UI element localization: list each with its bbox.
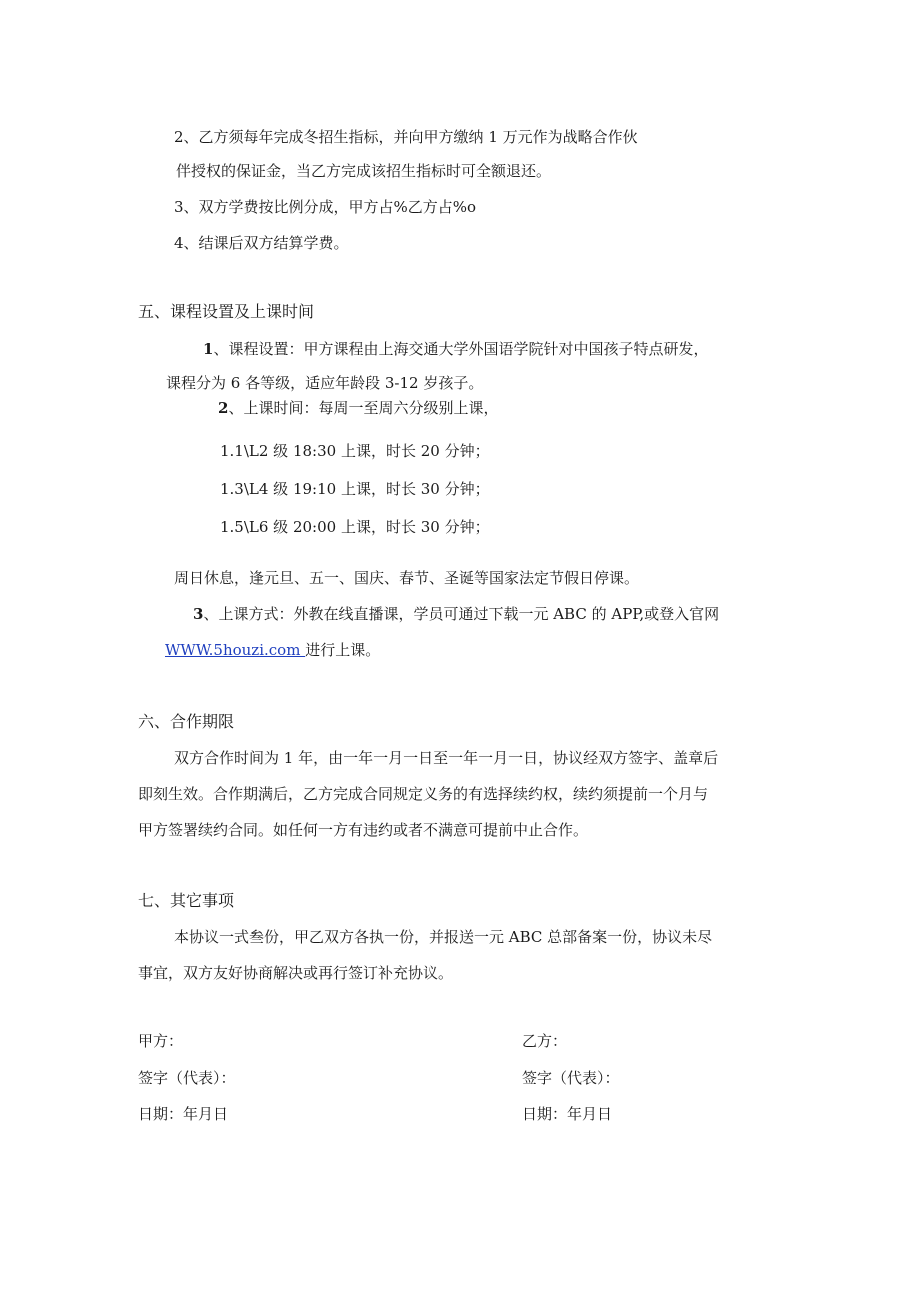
clause-5-3-line2 — [165, 640, 380, 660]
clause-5-1-number: 1 — [203, 340, 214, 358]
section-6-line1: 双方合作时间为 1 年，由一年一月一日至一年一月一日，协议经双方签字、盖章后 — [174, 749, 719, 767]
party-a-signature-label: 签字（代表）： — [138, 1069, 236, 1087]
schedule-item: 1.5\L6 级 20:00 上课，时长 30 分钟； — [220, 518, 490, 536]
section-5-heading: 五、课程设置及上课时间 — [138, 302, 315, 321]
section-6-line3: 甲方签署续约合同。如任何一方有违约或者不满意可提前中止合作。 — [138, 821, 589, 839]
party-a-label: 甲方： — [138, 1032, 184, 1050]
party-b-label: 乙方： — [522, 1032, 568, 1050]
clause-4-4: 4、结课后双方结算学费。 — [174, 234, 349, 252]
clause-5-1-text: 、课程设置：甲方课程由上海交通大学外国语学院针对中国孩子特点研发， — [213, 340, 709, 358]
clause-5-3-tail: 进行上课。 — [305, 641, 381, 659]
clause-5-3-text: 、上课方式：外教在线直播课，学员可通过下载一元 ABC 的 APP,或登入官网 — [203, 605, 720, 623]
holiday-note: 周日休息，逢元旦、五一、国庆、春节、圣诞等国家法定节假日停课。 — [174, 569, 640, 587]
party-b-signature-label: 签字（代表）： — [522, 1069, 620, 1087]
clause-5-2-number: 2 — [218, 399, 229, 417]
clause-5-1-line2: 课程分为 6 各等级，适应年龄段 3-12 岁孩子。 — [166, 374, 484, 392]
clause-4-3: 3、双方学费按比例分成，甲方占%乙方占%o — [174, 198, 477, 216]
section-6-line2: 即刻生效。合作期满后，乙方完成合同规定义务的有选择续约权，续约须提前一个月与 — [138, 785, 709, 803]
website-link[interactable]: WWW.5houzi.com — [165, 641, 306, 659]
clause-5-2 — [218, 398, 498, 418]
clause-5-1-line1 — [203, 339, 708, 359]
party-b-date-label: 日期：年月日 — [522, 1105, 613, 1123]
party-a-date-label: 日期：年月日 — [138, 1105, 229, 1123]
clause-5-3-line1 — [193, 604, 719, 624]
section-7-line2: 事宜，双方友好协商解决或再行签订补充协议。 — [138, 964, 454, 982]
section-7-line1: 本协议一式叁份，甲乙双方各执一份，并报送一元 ABC 总部备案一份，协议未尽 — [174, 928, 713, 946]
clause-5-3-number: 3 — [193, 605, 204, 623]
schedule-item: 1.1\L2 级 18:30 上课，时长 20 分钟； — [220, 442, 490, 460]
clause-5-2-text: 、上课时间：每周一至周六分级别上课， — [228, 399, 499, 417]
section-7-heading: 七、其它事项 — [138, 891, 235, 910]
clause-4-2-line1: 2、乙方须每年完成冬招生指标，并向甲方缴纳 1 万元作为战略合作伙 — [174, 128, 638, 146]
clause-4-2-line2: 伴授权的保证金，当乙方完成该招生指标时可全额退还。 — [176, 162, 552, 180]
schedule-item: 1.3\L4 级 19:10 上课，时长 30 分钟； — [220, 480, 490, 498]
section-6-heading: 六、合作期限 — [138, 712, 235, 731]
